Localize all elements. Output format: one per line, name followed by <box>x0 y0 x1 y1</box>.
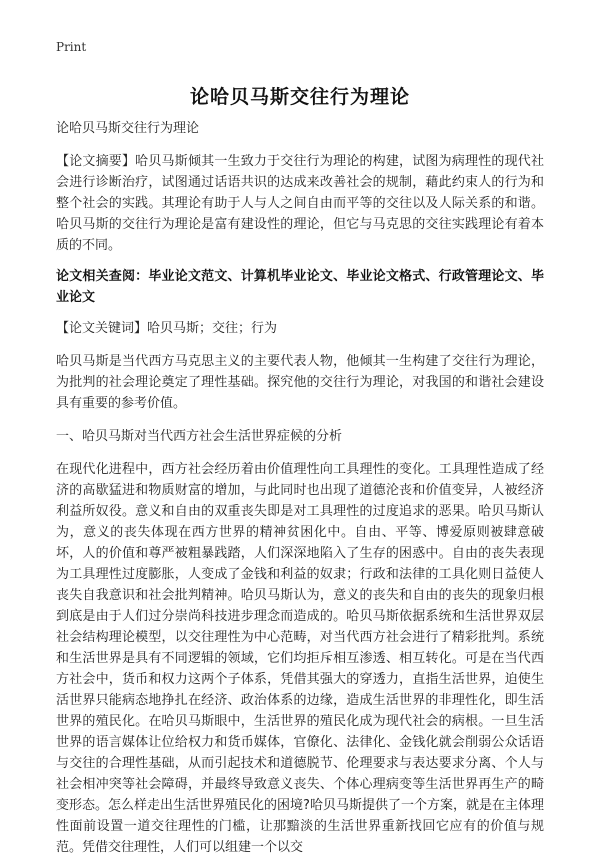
related-links[interactable]: 论文相关查阅：毕业论文范文、计算机毕业论文、毕业论文格式、行政管理论文、毕业论文 <box>56 269 544 305</box>
body-paragraph: 在现代化进程中，西方社会经历着由价值理性向工具理性的变化。工具理性造成了经济的高歇猛进和物质财富的增加，与此同时也出现了道德沦丧和价值变异，人被经济利益所奴役。意义和自由的双重丧失即是对工具理性的过度追求的恶果。哈贝马斯认为，意义的丧失体现在西方世界的精神贫困化中。自由、平等、博爱原则被肆意破坏，人的价值和尊严被粗暴践踏，人们深深地陷入了生存的困惑中。自由的丧失表现为工具理性过度膨胀，人变成了金钱和利益的奴隶；行政和法律的工具化则日益使人丧失自我意识和社会批判精神。哈贝马斯认为，意义的丧失和自由的丧失的现象归根到底是由于人们过分崇尚科技进步理念而造成的。哈贝马斯依据系统和生活世界双层社会结构理论模型，以交往理性为中心范畴，对当代西方社会进行了精彩批判。系统和生活世界是具有不同逻辑的领域，它们均拒斥相互渗透、相互转化。可是在当代西方社会中，货币和权力这两个子体系，凭借其强大的穿透力，直指生活世界，迫使生活世界只能病态地挣扎在经济、政治体系的边缘，造成生活世界的非理性化，即生活世界的殖民化。在哈贝马斯眼中，生活世界的殖民化成为现代社会的病根。一旦生活世界的语言媒体让位给权力和货币媒体，官僚化、法律化、金钱化就会削弱公众话语与交往的合理性基础，从而引起技术和道德脱节、伦理要求与表达要求分离、个人与社会相冲突等社会障碍，并最终导致意义丧失、个体心理病变等生活世界再生产的畸变形态。怎么样走出生活世界殖民化的困境?哈贝马斯提供了一个方案，就是在主体理性面前设置一道交往理性的门槛，让那黯淡的生活世界重新找回它应有的价值与规范。凭借交往理性，人们可以组建一个以交 <box>56 462 544 855</box>
page-title: 论哈贝马斯交往行为理论 <box>189 86 410 108</box>
intro-paragraph: 哈贝马斯是当代西方马克思主义的主要代表人物，他倾其一生构建了交往行为理论，为批判的社会理论奠定了理性基础。探究他的交往行为理论，对我国的和谐社会建设具有重要的参考价值。 <box>56 354 544 411</box>
abstract-paragraph: 【论文摘要】哈贝马斯倾其一生致力于交往行为理论的构建，试图为病理性的现代社会进行诊断治疗，试图通过话语共识的达成来改善社会的规制，藉此约束人的行为和整个社会的实践。其理论有助于人与人之间自由而平等的交往以及人际关系的和谐。哈贝马斯的交往行为理论是富有建设性的理论，但它与马克思的交往实践理论有着本质的不同。 <box>56 154 544 253</box>
article-body <box>56 118 544 858</box>
section-heading: 一、哈贝马斯对当代西方社会生活世界症候的分析 <box>56 429 343 444</box>
keywords-paragraph: 【论文关键词】哈贝马斯；交往；行为 <box>56 321 278 336</box>
article-subtitle: 论哈贝马斯交往行为理论 <box>56 121 200 136</box>
print-link[interactable]: Print <box>56 40 87 54</box>
